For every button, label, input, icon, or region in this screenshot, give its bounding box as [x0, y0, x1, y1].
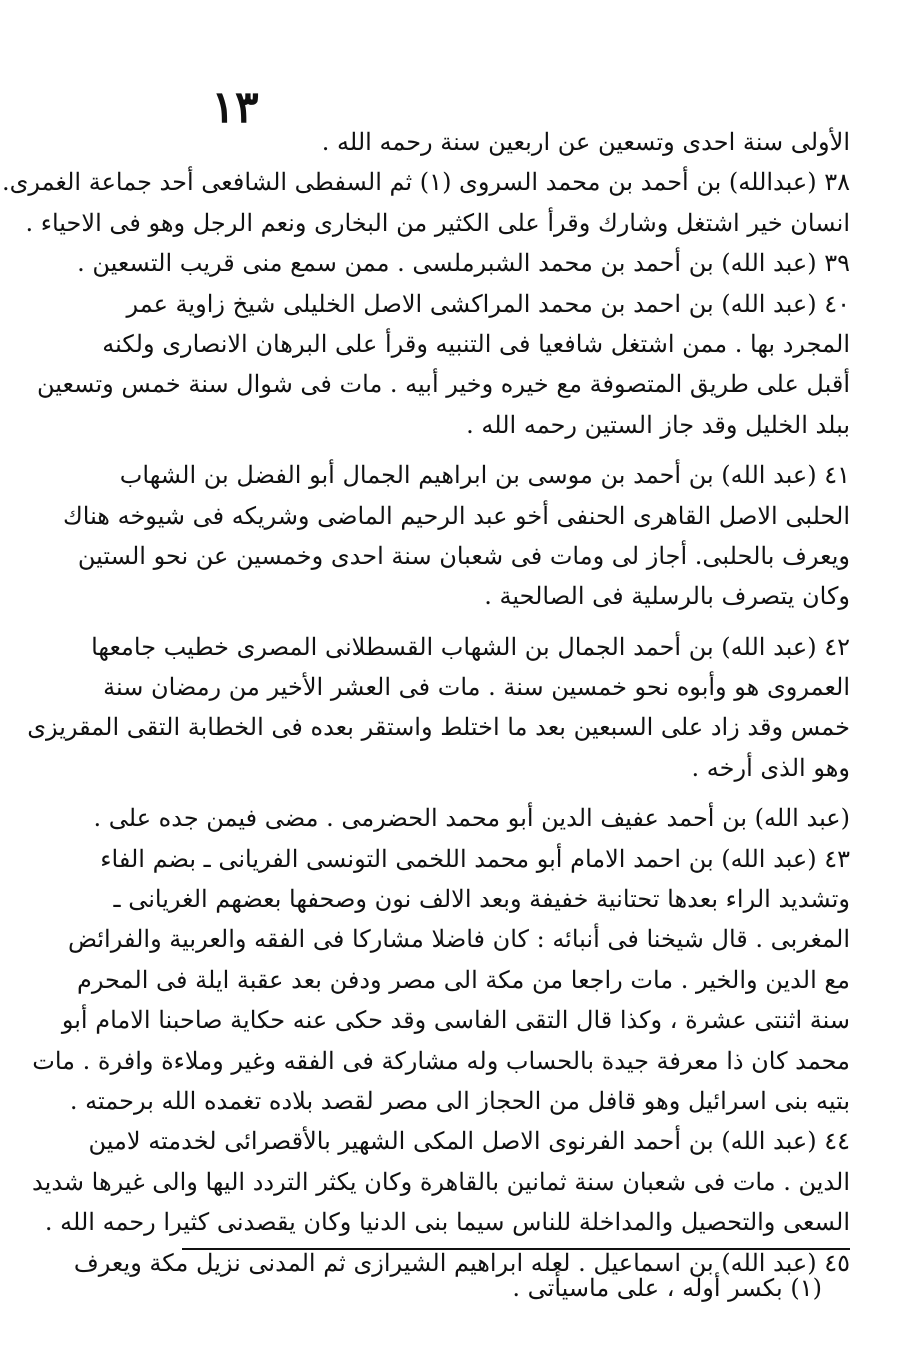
paragraph-gap	[182, 617, 850, 627]
footnote: (١) بكسر أوله ، على ماسيأتى .	[512, 1274, 822, 1302]
text-line: ٤٢ (عبد الله) بن أحمد الجمال بن الشهاب القسطلانى المصرى خطيب جامعها	[91, 632, 850, 661]
text-line: العمروى هو وأبوه نحو خمسين سنة . مات فى العشر الأخير من رمضان سنة	[103, 673, 850, 702]
text-line: (عبد الله) بن أحمد عفيف الدين أبو محمد الحضرمى . مضى فيمن جده على .	[93, 804, 850, 833]
text-line: سنة اثنتى عشرة ، وكذا قال التقى الفاسى وقد حكى عنه حكاية صاحبنا الامام أبو	[61, 1006, 850, 1035]
page-number: ١٣	[211, 82, 259, 133]
text-line: وتشديد الراء بعدها تحتانية خفيفة وبعد الالف نون وصحفها بعضهم الغريانى ـ	[113, 885, 850, 914]
text-line: ٤٥ (عبد الله) بن اسماعيل . لعله ابراهيم الشيرازى ثم المدنى نزيل مكة ويعرف	[73, 1248, 850, 1277]
text-line: الدين . مات فى شعبان سنة ثمانين بالقاهرة وكان يكثر التردد اليها والى غيرها شديد	[32, 1167, 850, 1196]
text-line: الأولى سنة احدى وتسعين عن اربعين سنة رحمه الله .	[321, 128, 850, 156]
text-line: المجرد بها . ممن اشتغل شافعيا فى التنبيه وقرأ على البرهان الانصارى ولكنه	[102, 329, 850, 358]
text-line: ٤١ (عبد الله) بن أحمد بن موسى بن ابراهيم الجمال أبو الفضل بن الشهاب	[119, 461, 850, 490]
text-line: بتيه بنى اسرائيل وهو قافل من الحجاز الى مصر لقصد بلاده تغمده الله برحمته .	[69, 1086, 850, 1115]
text-line: أقبل على طريق المتصوفة مع خيره وخير أبيه . مات فى شوال سنة خمس وتسعين	[37, 370, 850, 399]
text-line: ٣٨ (عبدالله) بن أحمد بن محمد السروى (١) ثم السفطى الشافعى أحد جماعة الغمرى.	[2, 168, 850, 197]
text-line: مع الدين والخير . مات راجعا من مكة الى مصر ودفن بعد عقبة ايلة فى المحرم	[76, 965, 850, 994]
text-line: وكان يتصرف بالرسلية فى الصالحية .	[484, 582, 850, 611]
text-line: وهو الذى أرخه .	[691, 753, 850, 782]
footnote-divider	[182, 1248, 850, 1250]
paragraph-gap	[182, 788, 850, 798]
paragraph-gap	[182, 445, 850, 455]
text-line: ٤٤ (عبد الله) بن أحمد الفرنوى الاصل المكى الشهير بالأقصرائى لخدمته لامين	[88, 1127, 850, 1156]
text-line: ويعرف بالحلبى. أجاز لى ومات فى شعبان سنة احدى وخمسين عن نحو الستين	[77, 541, 850, 570]
text-line: ٣٩ (عبد الله) بن أحمد بن محمد الشبرملسى . ممن سمع منى قريب التسعين .	[77, 249, 850, 278]
text-line: ٤٣ (عبد الله) بن احمد الامام أبو محمد اللخمى التونسى الفريانى ـ بضم الفاء	[100, 844, 850, 873]
text-line: المغربى . قال شيخنا فى أنبائه : كان فاضلا مشاركا فى الفقه والعربية والفرائض	[67, 925, 850, 954]
body-text	[2, 122, 850, 1283]
text-line: ٤٠ (عبد الله) بن احمد بن محمد المراكشى الاصل الخليلى شيخ زاوية عمر	[126, 289, 850, 318]
text-line: الحلبى الاصل القاهرى الحنفى أخو عبد الرحيم الماضى وشريكه فى شيوخه هناك	[62, 501, 850, 530]
text-line: السعى والتحصيل والمداخلة للناس سيما بنى الدنيا وكان يقصدنى كثيرا رحمه الله .	[44, 1208, 850, 1237]
text-line: محمد كان ذا معرفة جيدة بالحساب وله مشاركة فى الفقه وغير وملاءة وافرة . مات	[32, 1046, 850, 1075]
text-line: ببلد الخليل وقد جاز الستين رحمه الله .	[466, 410, 850, 439]
text-line: خمس وقد زاد على السبعين بعد ما اختلط واستقر بعده فى الخطابة التقى المقريزى	[27, 713, 850, 742]
text-line: انسان خير اشتغل وشارك وقرأ على الكثير من البخارى ونعم الرجل وهو فى الاحياء .	[25, 208, 850, 237]
